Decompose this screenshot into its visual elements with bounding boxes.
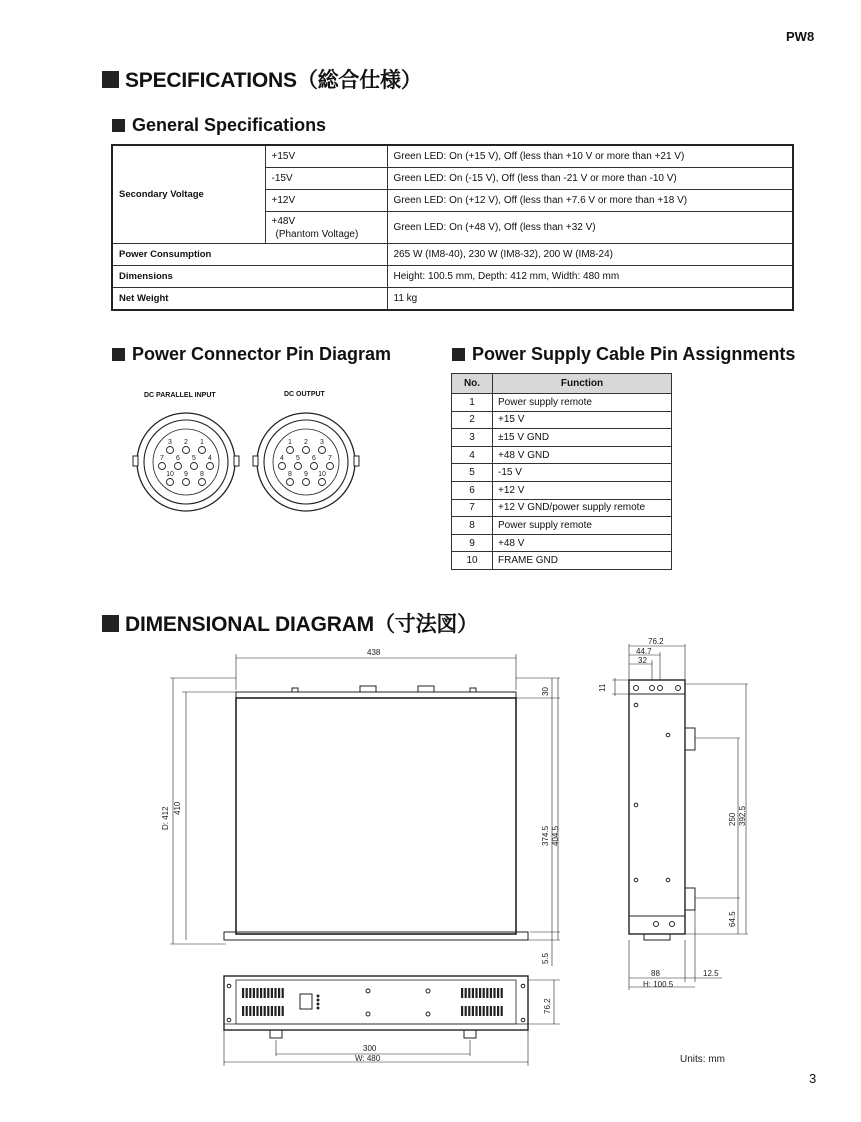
specifications-heading <box>102 64 422 94</box>
pin-label: 1 <box>288 439 292 446</box>
table-row <box>112 244 793 266</box>
pin-label: 10 <box>166 471 174 478</box>
pin-function-cell: Power supply remote <box>493 394 672 412</box>
screw-hole-icon <box>634 703 638 707</box>
rear-connector-icon <box>360 686 376 692</box>
pin-function-cell: +12 V <box>493 481 672 499</box>
table-row <box>112 266 793 288</box>
screw-hole-icon <box>666 733 670 737</box>
table-row <box>452 499 672 517</box>
heading-square-icon <box>452 348 465 361</box>
side-view-body <box>629 680 685 934</box>
front-view <box>224 976 560 1066</box>
pin-hole-icon <box>295 463 302 470</box>
table-row <box>452 481 672 499</box>
pin-hole-icon <box>279 463 286 470</box>
cable-heading <box>452 344 795 365</box>
panel-screw-icon <box>366 989 370 993</box>
table-row <box>452 552 672 570</box>
net-weight-value: 11 kg <box>387 288 793 311</box>
column-header-no: No. <box>452 374 493 394</box>
dim-side-44-7: 44.7 <box>636 647 652 656</box>
pin-label: 2 <box>304 439 308 446</box>
power-switch-icon <box>300 994 312 1009</box>
general-spec-title: General Specifications <box>132 115 327 135</box>
pin-number-cell: 1 <box>452 394 493 412</box>
rail-note: (Phantom Voltage) <box>275 228 359 240</box>
pin-hole-icon <box>159 463 166 470</box>
pin-label: 4 <box>280 455 284 462</box>
dimensional-drawing <box>0 630 861 1080</box>
dc-output-connector-icon <box>253 413 359 511</box>
pin-hole-icon <box>199 479 206 486</box>
dim-side-392-5: 392.5 <box>738 805 747 826</box>
pin-number-cell: 8 <box>452 517 493 535</box>
rear-connector-icon <box>418 686 434 692</box>
side-view-rear-plate <box>629 680 685 694</box>
pin-label: 7 <box>328 455 332 462</box>
dim-side-height: H: 100.5 <box>643 980 674 989</box>
pin-label: 10 <box>318 471 326 478</box>
pin-hole-icon <box>167 447 174 454</box>
dim-404-5: 404.5 <box>551 825 560 846</box>
indicator-led-icon <box>317 1007 319 1009</box>
panel-screw-icon <box>426 989 430 993</box>
page-number: 3 <box>809 1071 817 1086</box>
dim-374-5: 374.5 <box>541 825 550 846</box>
screw-hole-icon <box>676 686 681 691</box>
dim-side-11: 11 <box>598 683 607 692</box>
table-row <box>452 464 672 482</box>
general-spec-table <box>111 144 794 311</box>
dim-front-300: 300 <box>363 1044 377 1053</box>
pin-number-cell: 3 <box>452 429 493 447</box>
pin-label: 9 <box>304 471 308 478</box>
rail-cell: -15V <box>265 168 387 190</box>
pin-label: 5 <box>192 455 196 462</box>
rack-hole-icon <box>227 1018 231 1022</box>
rear-screw-icon <box>292 688 298 692</box>
panel-screw-icon <box>426 1012 430 1016</box>
heading-square-icon <box>112 348 125 361</box>
panel-screw-icon <box>366 1012 370 1016</box>
table-row <box>452 394 672 412</box>
table-row <box>452 429 672 447</box>
pin-function-cell: +48 V <box>493 534 672 552</box>
pin-hole-icon <box>319 479 326 486</box>
pin-label: 7 <box>160 455 164 462</box>
pin-hole-icon <box>303 479 310 486</box>
screw-hole-icon <box>634 878 638 882</box>
pin-label: 6 <box>312 455 316 462</box>
table-row <box>452 534 672 552</box>
dimensions-label: Dimensions <box>112 266 387 288</box>
rear-screw-icon <box>470 688 476 692</box>
pin-hole-icon <box>175 463 182 470</box>
dim-depth-410: 410 <box>173 801 182 815</box>
side-view <box>598 637 748 990</box>
cable-pin-table <box>451 373 672 570</box>
pin-hole-icon <box>287 447 294 454</box>
screw-hole-icon <box>654 922 659 927</box>
pin-function-cell: ±15 V GND <box>493 429 672 447</box>
dimensional-title: DIMENSIONAL DIAGRAM（寸法図） <box>125 613 478 636</box>
table-header-row <box>452 374 672 394</box>
pin-hole-icon <box>191 463 198 470</box>
dim-side-12-5: 12.5 <box>703 969 719 978</box>
dim-front-76-2: 76.2 <box>543 998 552 1014</box>
pin-label: 8 <box>288 471 292 478</box>
front-panel <box>224 976 528 1030</box>
heading-square-icon <box>102 615 119 632</box>
indicator-led-icon <box>317 995 319 997</box>
pin-function-cell: +12 V GND/power supply remote <box>493 499 672 517</box>
rack-hole-icon <box>521 1018 525 1022</box>
dim-side-76-2: 76.2 <box>648 637 664 646</box>
pin-label: 6 <box>176 455 180 462</box>
table-row <box>452 446 672 464</box>
rail-cell: +15V <box>265 145 387 168</box>
pin-number-cell: 7 <box>452 499 493 517</box>
pin-number-cell: 6 <box>452 481 493 499</box>
pin-number-cell: 4 <box>452 446 493 464</box>
column-header-function: Function <box>493 374 672 394</box>
pin-hole-icon <box>183 447 190 454</box>
secondary-voltage-label: Secondary Voltage <box>112 145 265 244</box>
cable-title: Power Supply Cable Pin Assignments <box>472 344 796 364</box>
screw-hole-icon <box>634 803 638 807</box>
pin-function-cell: -15 V <box>493 464 672 482</box>
pin-hole-icon <box>167 479 174 486</box>
table-row <box>452 411 672 429</box>
top-view <box>161 648 560 966</box>
dim-side-32: 32 <box>638 656 647 665</box>
pin-number-cell: 10 <box>452 552 493 570</box>
top-view-body <box>236 698 516 934</box>
net-weight-label: Net Weight <box>112 288 387 311</box>
pin-label: 4 <box>208 455 212 462</box>
indicator-led-icon <box>317 1003 319 1005</box>
pin-function-cell: Power supply remote <box>493 517 672 535</box>
dim-side-64-5: 64.5 <box>728 911 737 927</box>
table-row <box>452 517 672 535</box>
pin-number-cell: 5 <box>452 464 493 482</box>
front-vents-left <box>242 988 284 1016</box>
pin-hole-icon <box>183 479 190 486</box>
connector-heading <box>112 344 391 365</box>
heading-square-icon <box>102 71 119 88</box>
screw-hole-icon <box>666 878 670 882</box>
dim-depth-412: D: 412 <box>161 806 170 830</box>
model-label: PW8 <box>786 29 815 44</box>
screw-hole-icon <box>650 686 655 691</box>
rail-cell: +12V <box>265 190 387 212</box>
power-consumption-value: 265 W (IM8-40), 230 W (IM8-32), 200 W (IM8-24) <box>387 244 793 266</box>
pin-function-cell: +48 V GND <box>493 446 672 464</box>
pin-hole-icon <box>319 447 326 454</box>
pin-function-cell: FRAME GND <box>493 552 672 570</box>
pin-hole-icon <box>327 463 334 470</box>
front-vents-right <box>461 988 503 1016</box>
screw-hole-icon <box>658 686 663 691</box>
dim-side-88: 88 <box>651 969 660 978</box>
rail-value: Green LED: On (-15 V), Off (less than -21 V or more than -10 V) <box>387 168 793 190</box>
indicator-led-icon <box>317 999 319 1001</box>
pin-hole-icon <box>207 463 214 470</box>
table-row <box>112 145 793 168</box>
front-panel-inner <box>236 980 516 1024</box>
units-label: Units: mm <box>680 1054 725 1065</box>
pin-hole-icon <box>199 447 206 454</box>
heading-square-icon <box>112 119 125 132</box>
pin-number-cell: 9 <box>452 534 493 552</box>
dc-input-label: DC PARALLEL INPUT <box>144 392 216 399</box>
dc-output-label: DC OUTPUT <box>284 391 325 398</box>
rail-value: Green LED: On (+48 V), Off (less than +32 V) <box>387 212 793 244</box>
table-row <box>112 288 793 311</box>
rail-cell <box>265 212 387 244</box>
general-spec-heading <box>112 115 326 136</box>
pin-label: 2 <box>184 439 188 446</box>
rack-hole-icon <box>521 984 525 988</box>
pin-label: 1 <box>200 439 204 446</box>
rail-name: +48V <box>271 215 296 227</box>
connector-title: Power Connector Pin Diagram <box>132 344 392 364</box>
pin-hole-icon <box>287 479 294 486</box>
dim-rear-30: 30 <box>541 687 550 696</box>
side-handle-icon <box>685 888 695 910</box>
dim-front-width: W: 480 <box>355 1054 381 1063</box>
power-consumption-label: Power Consumption <box>112 244 387 266</box>
specifications-title: SPECIFICATIONS（総合仕様） <box>125 69 422 92</box>
rack-hole-icon <box>227 984 231 988</box>
dimensions-value: Height: 100.5 mm, Depth: 412 mm, Width: 480 mm <box>387 266 793 288</box>
front-foot-icon <box>270 1030 282 1038</box>
side-view-front-plate <box>629 916 685 934</box>
side-handle-icon <box>685 728 695 750</box>
dim-side-250: 250 <box>728 812 737 826</box>
pin-label: 3 <box>320 439 324 446</box>
pin-label: 8 <box>200 471 204 478</box>
rail-value: Green LED: On (+15 V), Off (less than +10 V or more than +21 V) <box>387 145 793 168</box>
front-foot-icon <box>464 1030 476 1038</box>
top-view-rear-edge <box>236 692 516 698</box>
rail-value: Green LED: On (+12 V), Off (less than +7.6 V or more than +18 V) <box>387 190 793 212</box>
connector-diagrams <box>128 405 368 520</box>
pin-label: 5 <box>296 455 300 462</box>
pin-hole-icon <box>311 463 318 470</box>
pin-number-cell: 2 <box>452 411 493 429</box>
pin-hole-icon <box>303 447 310 454</box>
dc-input-connector-icon <box>133 413 239 511</box>
pin-function-cell: +15 V <box>493 411 672 429</box>
screw-hole-icon <box>670 922 675 927</box>
pin-label: 3 <box>168 439 172 446</box>
side-foot-icon <box>644 934 670 940</box>
screw-hole-icon <box>634 686 639 691</box>
dim-front-5-5: 5.5 <box>541 952 550 964</box>
pin-label: 9 <box>184 471 188 478</box>
dim-width-438: 438 <box>367 648 381 657</box>
